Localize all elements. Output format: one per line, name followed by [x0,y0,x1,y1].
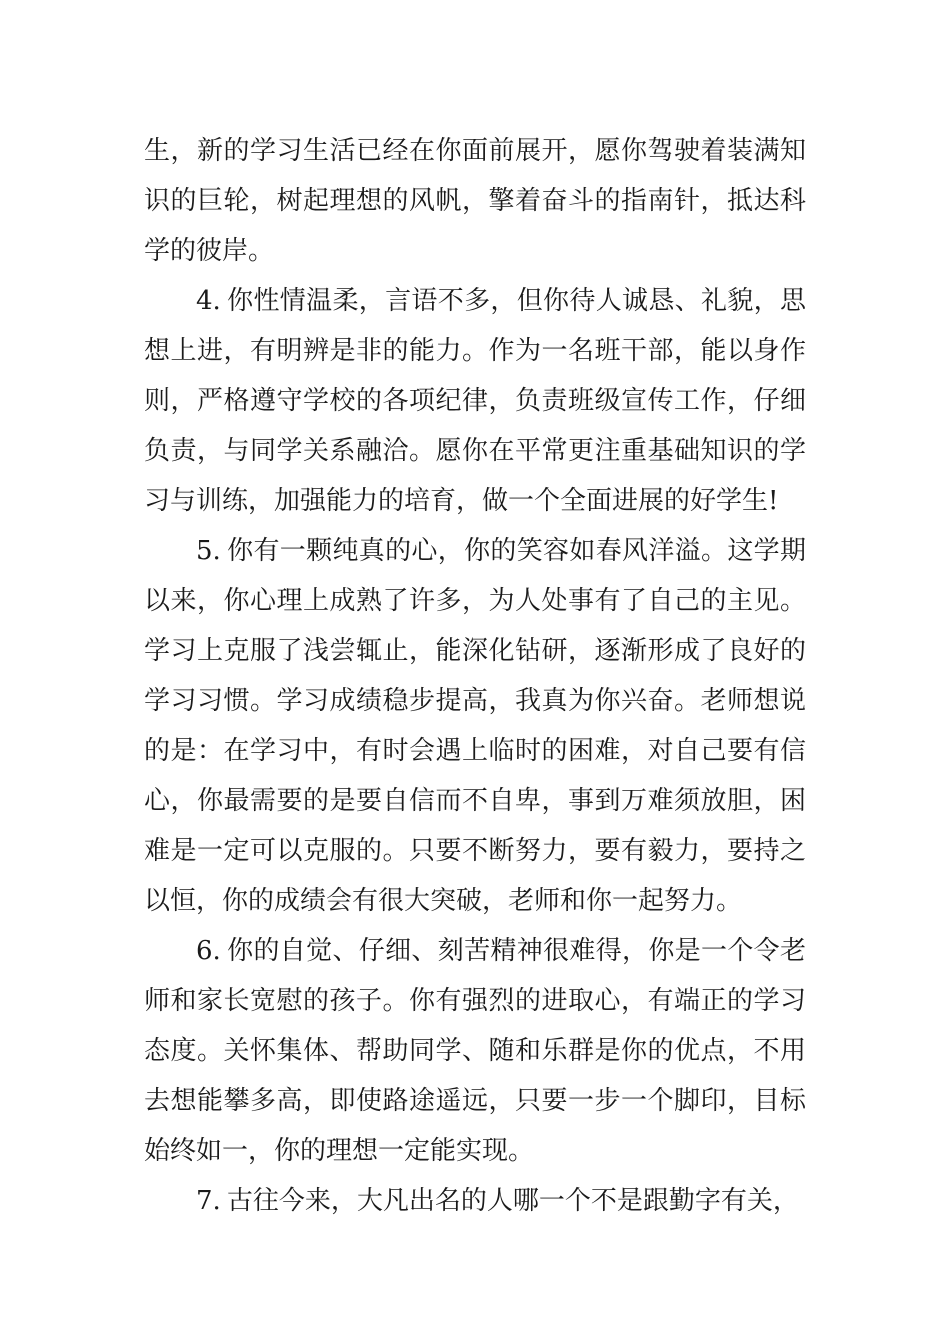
paragraph-text: 你性情温柔，言语不多，但你待人诚恳、礼貌，思想上进，有明辨是非的能力。作为一名班干部，能以身作则，严格遵守学校的各项纪律，负责班级宣传工作，仔细负责，与同学关系融洽。愿你在平常更注重基础知识的学习与训练，加强能力的培育，做一个全面进展的好学生! [144,286,806,516]
paragraph-item-6 [144,926,806,1176]
paragraph-text: 古往今来，大凡出名的人哪一个不是跟勤字有关， [226,1186,799,1216]
document-body [144,126,806,1226]
paragraph-text: 你有一颗纯真的心，你的笑容如春风洋溢。这学期以来，你心理上成熟了许多，为人处事有了自己的主见。学习上克服了浅尝辄止，能深化钻研，逐渐形成了良好的学习习惯。学习成绩稳步提高，我真为你兴奋。老师想说的是：在学习中，有时会遇上临时的困难，对自己要有信心，你最需要的是要自信而不自卑，事到万难须放胆，困难是一定可以克服的。只要不断努力，要有毅力，要持之以恒，你的成绩会有很大突破，老师和你一起努力。 [144,536,806,916]
paragraph-number: 7. [196,1186,221,1216]
paragraph-number: 6. [196,936,221,966]
paragraph-text: 生，新的学习生活已经在你面前展开，愿你驾驶着装满知识的巨轮，树起理想的风帆，擎着奋斗的指南针，抵达科学的彼岸。 [144,136,806,266]
paragraph-number: 4. [196,286,221,316]
paragraph-continuation [144,126,806,276]
paragraph-number: 5. [196,536,221,566]
paragraph-item-4 [144,276,806,526]
paragraph-item-7 [144,1176,806,1226]
paragraph-text: 你的自觉、仔细、刻苦精神很难得，你是一个令老师和家长宽慰的孩子。你有强烈的进取心，有端正的学习态度。关怀集体、帮助同学、随和乐群是你的优点，不用去想能攀多高，即使路途遥远，只要一步一个脚印，目标始终如一，你的理想一定能实现。 [144,936,806,1166]
paragraph-item-5 [144,526,806,926]
